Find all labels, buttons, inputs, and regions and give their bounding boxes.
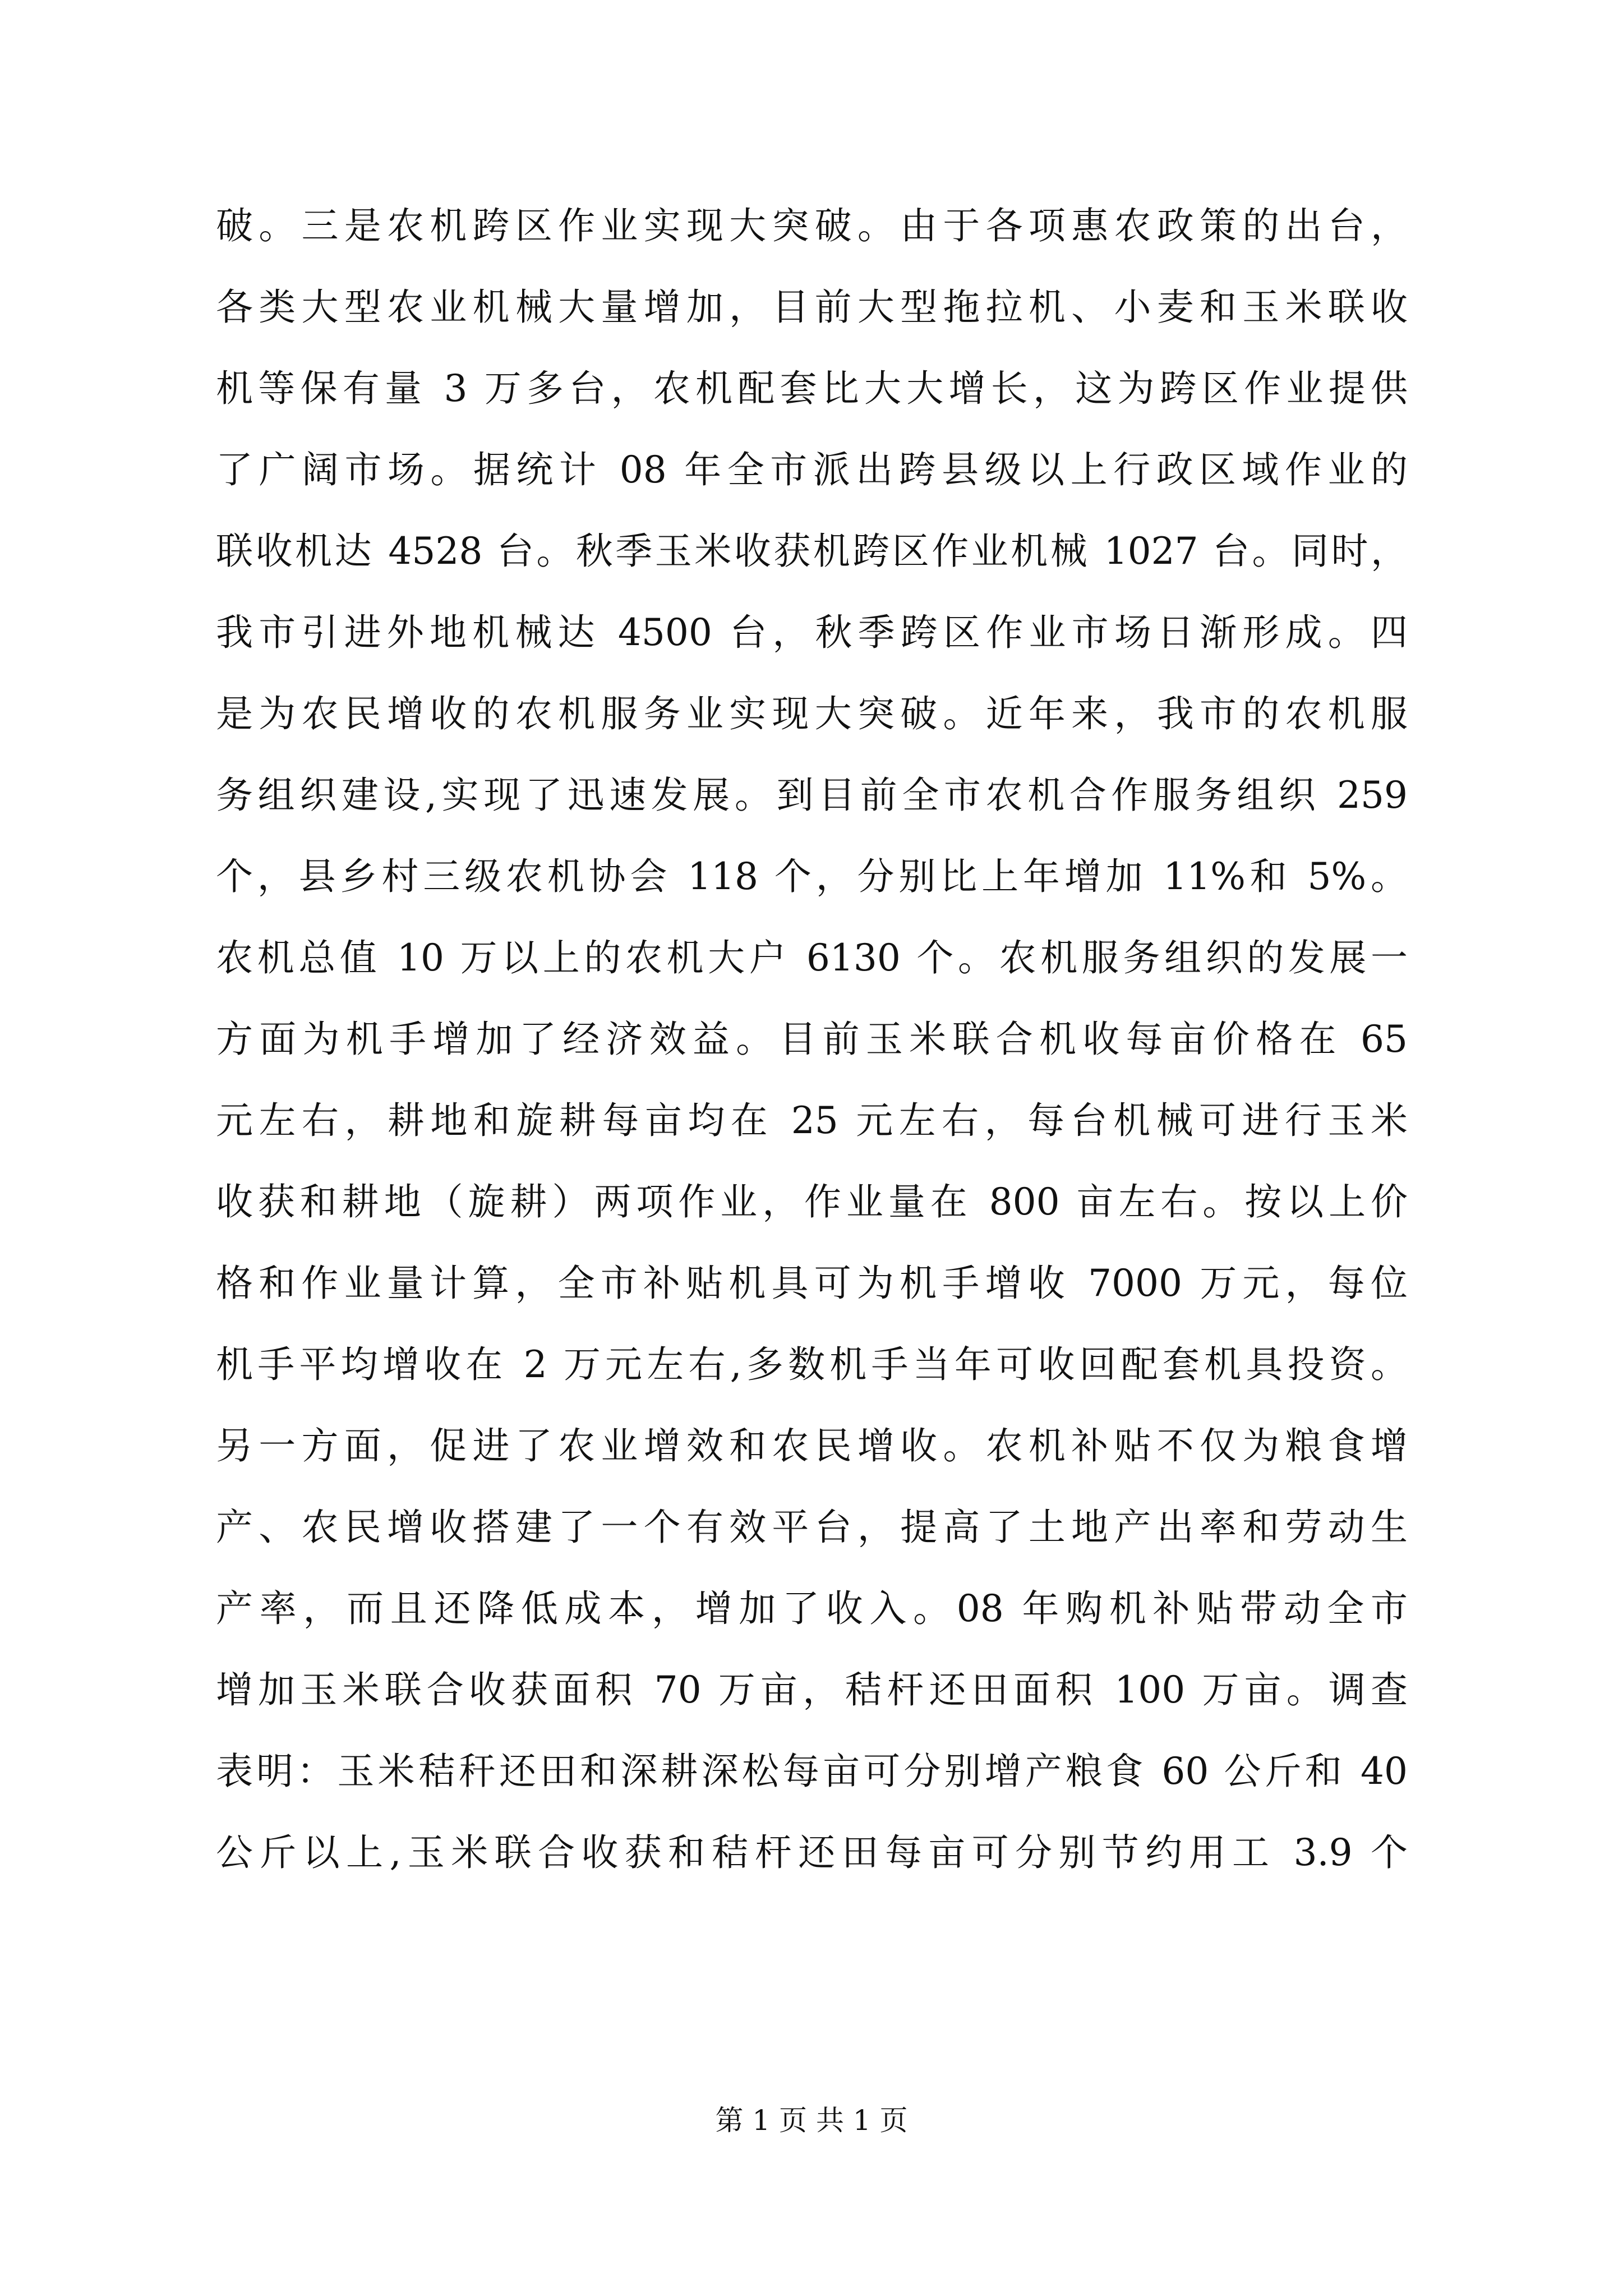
page-number: 第 1 页 共 1 页	[715, 2104, 908, 2137]
text-line: 产、农民增收搭建了一个有效平台，提高了土地产出率和劳动生	[216, 1506, 1408, 1549]
text-line: 元左右，耕地和旋耕每亩均在 25 元左右，每台机械可进行玉米	[216, 1099, 1408, 1142]
text-line: 收获和耕地（旋耕）两项作业，作业量在 800 亩左右。按以上价	[216, 1180, 1408, 1223]
text-line: 是为农民增收的农机服务业实现大突破。近年来，我市的农机服	[216, 692, 1408, 735]
text-line: 公斤以上,玉米联合收获和秸杆还田每亩可分别节约用工 3.9 个	[216, 1831, 1408, 1874]
page-footer	[0, 2101, 1623, 2140]
text-line: 务组织建设,实现了迅速发展。到目前全市农机合作服务组织 259	[216, 774, 1408, 817]
text-line: 机等保有量 3 万多台，农机配套比大大增长，这为跨区作业提供	[216, 367, 1408, 410]
text-line: 农机总值 10 万以上的农机大户 6130 个。农机服务组织的发展一	[216, 936, 1408, 979]
text-line: 联收机达 4528 台。秋季玉米收获机跨区作业机械 1027 台。同时，	[216, 530, 1408, 573]
text-line: 机手平均增收在 2 万元左右,多数机手当年可收回配套机具投资。	[216, 1343, 1408, 1386]
text-line: 方面为机手增加了经济效益。目前玉米联合机收每亩价格在 65	[216, 1018, 1408, 1061]
text-line: 格和作业量计算，全市补贴机具可为机手增收 7000 万元，每位	[216, 1262, 1408, 1305]
text-line: 产率，而且还降低成本，增加了收入。08 年购机补贴带动全市	[216, 1587, 1408, 1630]
body-text	[216, 185, 1408, 1893]
text-line: 增加玉米联合收获面积 70 万亩，秸杆还田面积 100 万亩。调查	[216, 1668, 1408, 1711]
text-line: 个，县乡村三级农机协会 118 个，分别比上年增加 11%和 5%。	[216, 855, 1408, 898]
text-line: 表明：玉米秸秆还田和深耕深松每亩可分别增产粮食 60 公斤和 40	[216, 1750, 1408, 1793]
text-line: 另一方面，促进了农业增效和农民增收。农机补贴不仅为粮食增	[216, 1424, 1408, 1467]
text-line: 我市引进外地机械达 4500 台，秋季跨区作业市场日渐形成。四	[216, 611, 1408, 654]
text-line: 各类大型农业机械大量增加，目前大型拖拉机、小麦和玉米联收	[216, 286, 1408, 329]
text-line: 破。三是农机跨区作业实现大突破。由于各项惠农政策的出台，	[216, 204, 1408, 247]
text-line: 了广阔市场。据统计 08 年全市派出跨县级以上行政区域作业的	[216, 448, 1408, 491]
